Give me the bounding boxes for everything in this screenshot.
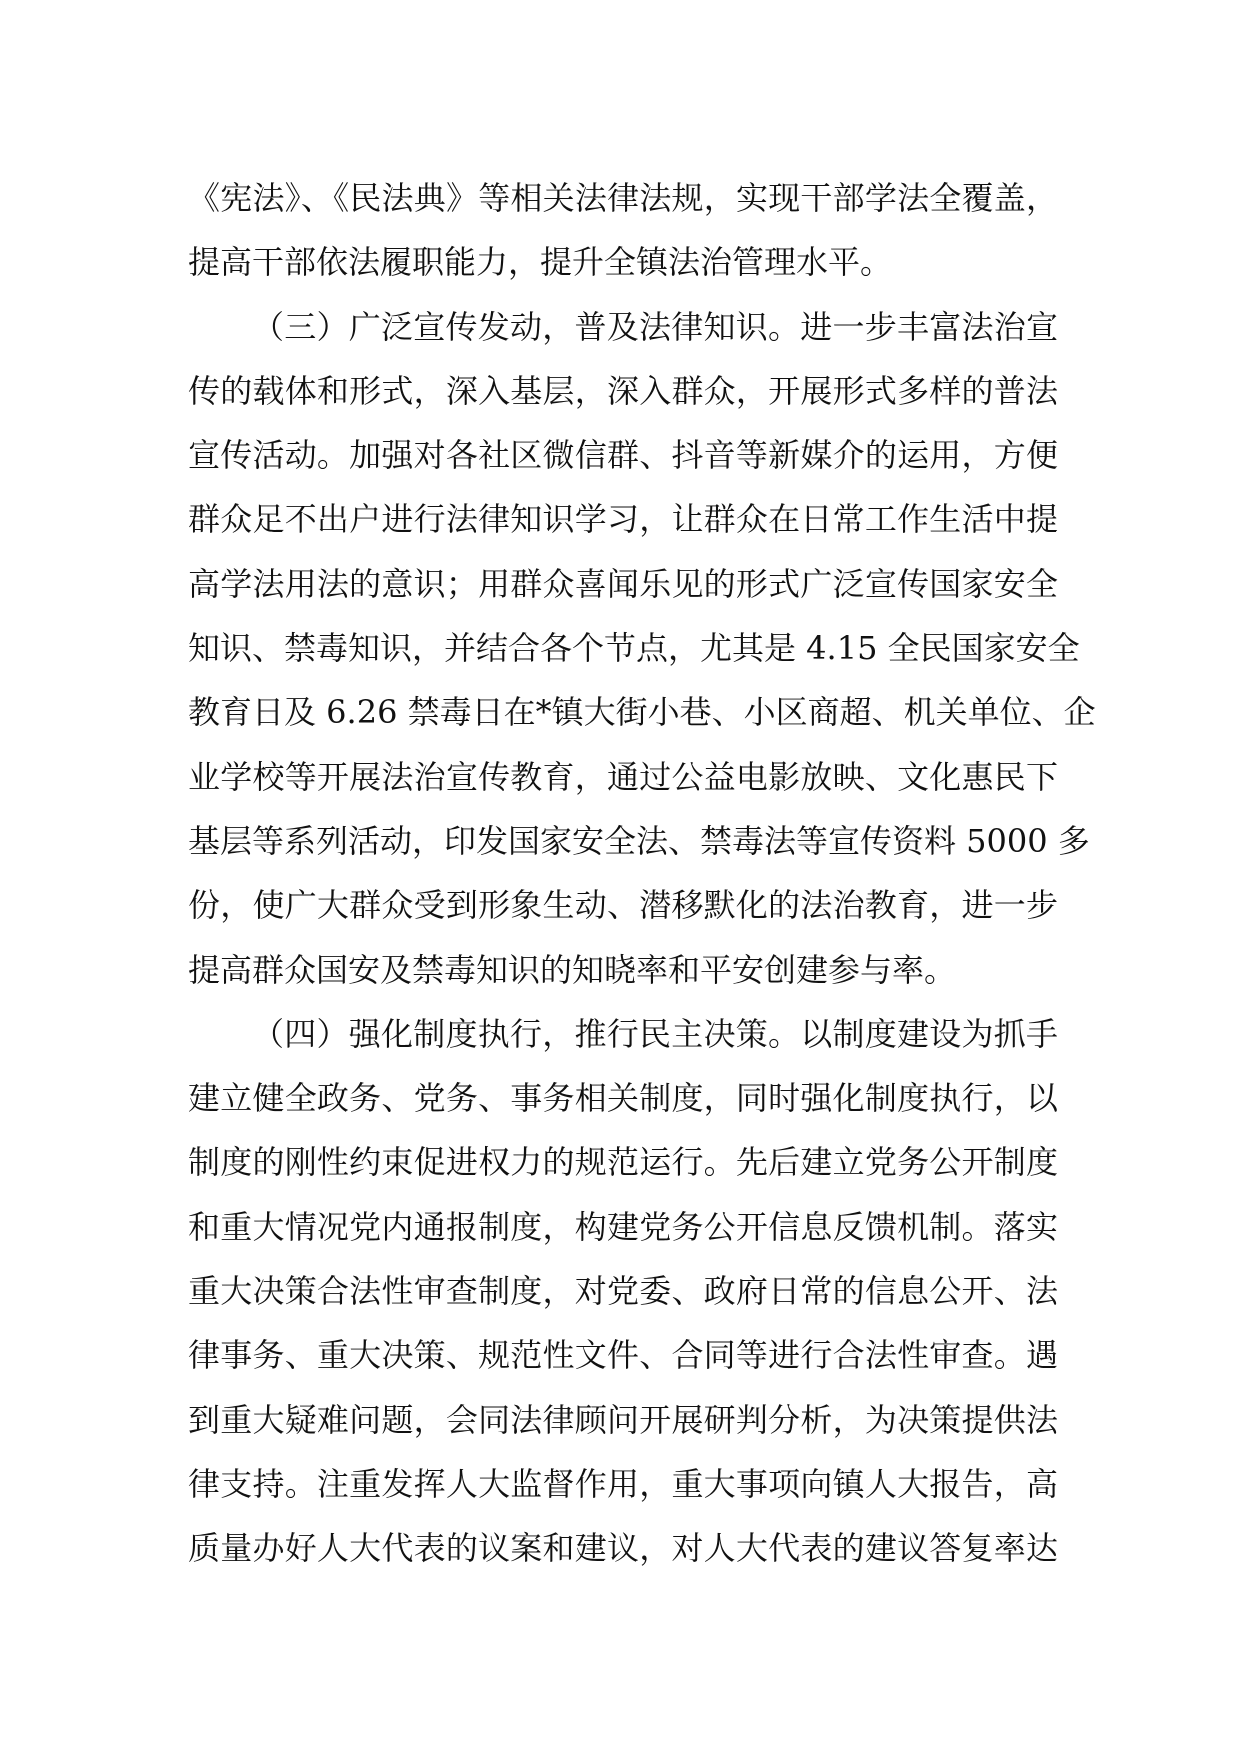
text-line: 知识、禁毒知识，并结合各个节点，尤其是 4.15 全民国家安全 xyxy=(188,629,1080,668)
text-line: 业学校等开展法治宣传教育，通过公益电影放映、文化惠民下 xyxy=(188,757,1058,796)
text-line: 建立健全政务、党务、事务相关制度，同时强化制度执行，以 xyxy=(188,1079,1058,1118)
text-line: 《宪法》、《民法典》等相关法律法规，实现干部学法全覆盖， xyxy=(188,179,1058,217)
text-line: 宣传活动。加强对各社区微信群、抖音等新媒介的运用，方便 xyxy=(188,436,1058,475)
text-line: 律事务、重大决策、规范性文件、合同等进行合法性审查。遇 xyxy=(188,1336,1058,1375)
text-line: （三）广泛宣传发动，普及法律知识。进一步丰富法治宣 xyxy=(252,307,1058,346)
text-line: （四）强化制度执行，推行民主决策。以制度建设为抓手 xyxy=(252,1014,1058,1053)
text-line: 群众足不出户进行法律知识学习，让群众在日常工作生活中提 xyxy=(188,500,1058,539)
text-line: 制度的刚性约束促进权力的规范运行。先后建立党务公开制度 xyxy=(188,1143,1058,1182)
text-line: 到重大疑难问题，会同法律顾问开展研判分析，为决策提供法 xyxy=(188,1400,1058,1439)
text-line: 重大决策合法性审查制度，对党委、政府日常的信息公开、法 xyxy=(188,1272,1058,1311)
text-line: 律支持。注重发挥人大监督作用，重大事项向镇人大报告，高 xyxy=(188,1464,1058,1503)
text-line: 高学法用法的意识；用群众喜闻乐见的形式广泛宣传国家安全 xyxy=(188,564,1058,603)
text-line: 传的载体和形式，深入基层，深入群众，开展形式多样的普法 xyxy=(188,371,1058,410)
body-text xyxy=(188,166,1096,1581)
text-line: 基层等系列活动，印发国家安全法、禁毒法等宣传资料 5000 多 xyxy=(188,821,1090,860)
text-line: 和重大情况党内通报制度，构建党务公开信息反馈机制。落实 xyxy=(188,1207,1058,1246)
text-line: 教育日及 6.26 禁毒日在*镇大街小巷、小区商超、机关单位、企 xyxy=(188,693,1096,732)
text-line: 提高干部依法履职能力，提升全镇法治管理水平。 xyxy=(188,243,893,282)
text-line: 提高群众国安及禁毒知识的知晓率和平安创建参与率。 xyxy=(188,950,957,989)
text-line: 份，使广大群众受到形象生动、潜移默化的法治教育，进一步 xyxy=(188,886,1058,925)
text-line: 质量办好人大代表的议案和建议，对人大代表的建议答复率达 xyxy=(188,1529,1058,1568)
